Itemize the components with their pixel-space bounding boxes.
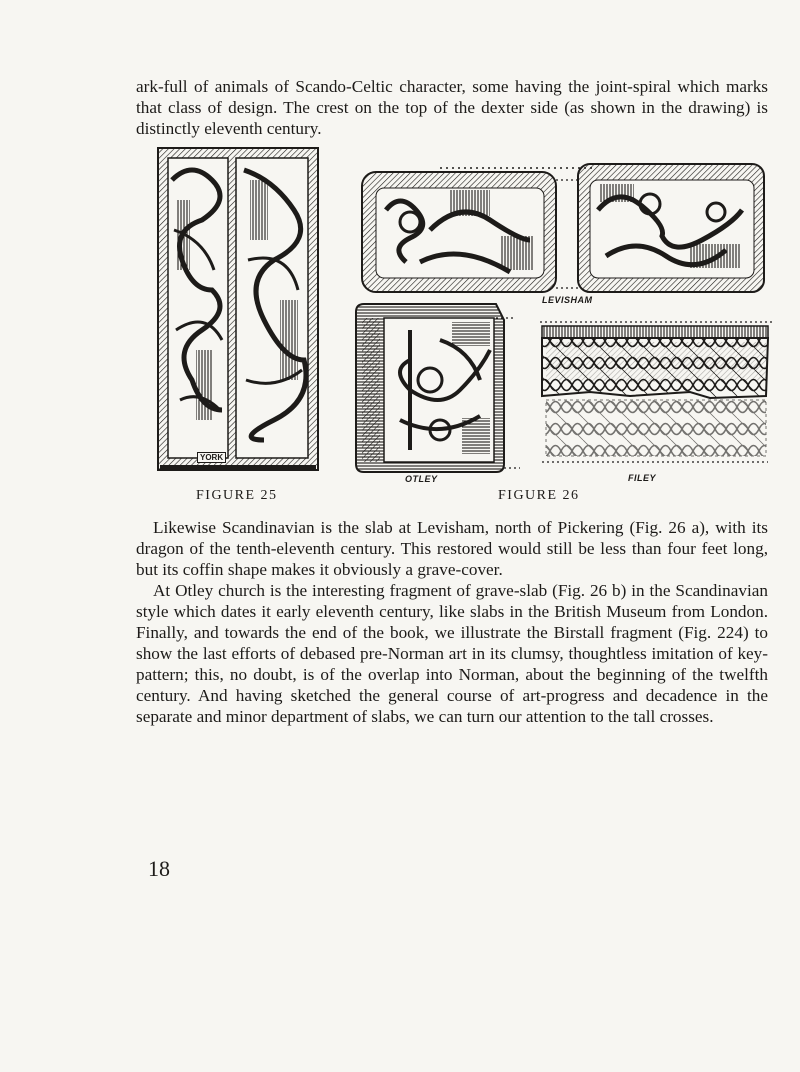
page-number: 18 bbox=[148, 856, 170, 881]
paragraph-otley: At Otley church is the interesting fragment of grave-slab (Fig. 26 b) in the Scandinavian style which dates it early eleventh century, like slabs in the British Museum from London. Finally, and towards the end of the book, we illustrate the Birstall fragment (Fig. 224) to show the last efforts of debased pre-Norman art in its clumsy, thoughtless imitation of key-pattern; this, no doubt, is of the overlap into Norman, about the beginning of the twelfth century. And having sketched the general course of art-progress and decadence in the separate and minor department of slabs, we can turn our attention to the tall crosses. bbox=[136, 581, 768, 726]
york-label: YORK bbox=[197, 452, 226, 463]
filey-label: FILEY bbox=[628, 473, 657, 483]
figure-26-caption: FIGURE 26 bbox=[498, 488, 580, 503]
levisham-slab-drawing bbox=[362, 164, 764, 292]
paragraph-levisham: Likewise Scandinavian is the slab at Levisham, north of Pickering (Fig. 26 a), with its dragon of the tenth-eleventh century. This restored would still be less than four feet long, but its coffin shape makes it obviously a grave-cover. bbox=[136, 518, 768, 579]
otley-label: OTLEY bbox=[405, 474, 438, 484]
paragraph-intro: ark-full of animals of Scando-Celtic character, some having the joint-spiral which marks that class of design. The crest on the top of the dexter side (as shown in the drawing) is distinctly eleventh century. bbox=[136, 77, 768, 138]
figure-25-caption: FIGURE 25 bbox=[196, 488, 278, 503]
filey-slab-drawing bbox=[540, 322, 772, 462]
levisham-label: LEVISHAM bbox=[542, 295, 593, 305]
york-slab-drawing bbox=[158, 148, 318, 471]
otley-slab-drawing bbox=[356, 304, 520, 472]
